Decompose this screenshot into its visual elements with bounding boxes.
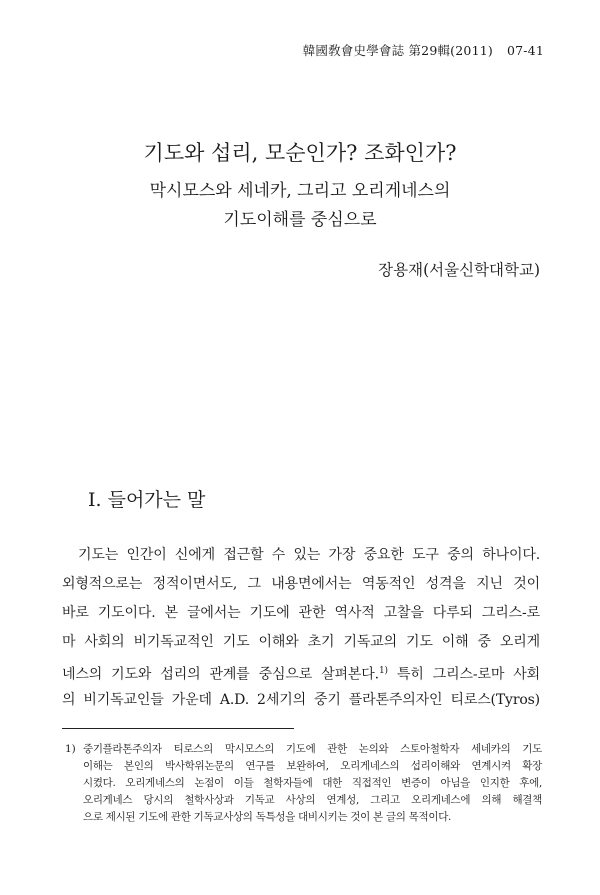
footnote-line-1: 중기플라톤주의자 티로스의 막시모스의 기도에 관한 논의와 스토아철학자 세네카의 기도 <box>83 743 542 755</box>
running-header <box>303 41 544 59</box>
page-number: 07-41 <box>506 43 544 58</box>
body-line-5 <box>62 660 540 686</box>
footnote-ref[interactable]: 1) <box>378 666 388 676</box>
body-line-1: 기도는 인간이 신에게 접근할 수 있는 가장 중요한 도구 중의 하나이다. <box>78 547 540 563</box>
footnote-line-2: 이해는 본인의 박사학위논문의 연구를 보완하여, 오리게네스의 섭리이해와 연계시켜 확장 <box>83 760 542 772</box>
body-line-4: 마 사회의 비기독교적인 기도 이해와 초기 기독교의 기도 이해 중 오리게 <box>62 634 540 650</box>
body-line-2: 외형적으로는 정적이면서도, 그 내용면에서는 역동적인 성격을 지닌 것이 <box>62 576 540 592</box>
paper-subtitle-line-2: 기도이해를 중심으로 <box>223 210 377 230</box>
footnote-divider <box>62 728 294 729</box>
footnote-line-3: 시켰다. 오리게네스의 논점이 이들 철학자들에 대한 직접적인 변증이 아님을 인지한 후에, <box>83 777 542 789</box>
paper-title: 기도와 섭리, 모순인가? 조화인가? <box>143 141 457 165</box>
author-affiliation: 장용재(서울신학대학교) <box>378 261 540 279</box>
footnote-line-5: 으로 제시된 기도에 관한 기독교사상의 독특성을 대비시키는 것이 본 글의 목적이다. <box>83 811 452 823</box>
body-line-3: 바로 기도이다. 본 글에서는 기도에 관한 역사적 고찰을 다루되 그리스-로 <box>62 605 540 621</box>
body-line-6: 의 비기독교인들 가운데 A.D. 2세기의 중기 플라톤주의자인 티로스(Tyros) <box>62 692 540 708</box>
body-line-5-text: 네스의 기도와 섭리의 관계를 중심으로 살펴본다. <box>62 666 379 683</box>
body-line-5-tail: 특히 그리스-로마 사회 <box>387 666 540 683</box>
paper-subtitle-line-1: 막시모스와 세네카, 그리고 오리게네스의 <box>149 181 451 201</box>
footnote-line-4: 오리게네스 당시의 철학사상과 기독교 사상의 연계성, 그리고 오리게네스에 의해 해결책 <box>83 794 542 806</box>
journal-name: 韓國敎會史學會誌 第29輯(2011) <box>302 43 493 58</box>
section-heading: Ⅰ. 들어가는 말 <box>88 489 206 511</box>
footnote-number: 1) <box>65 743 76 755</box>
